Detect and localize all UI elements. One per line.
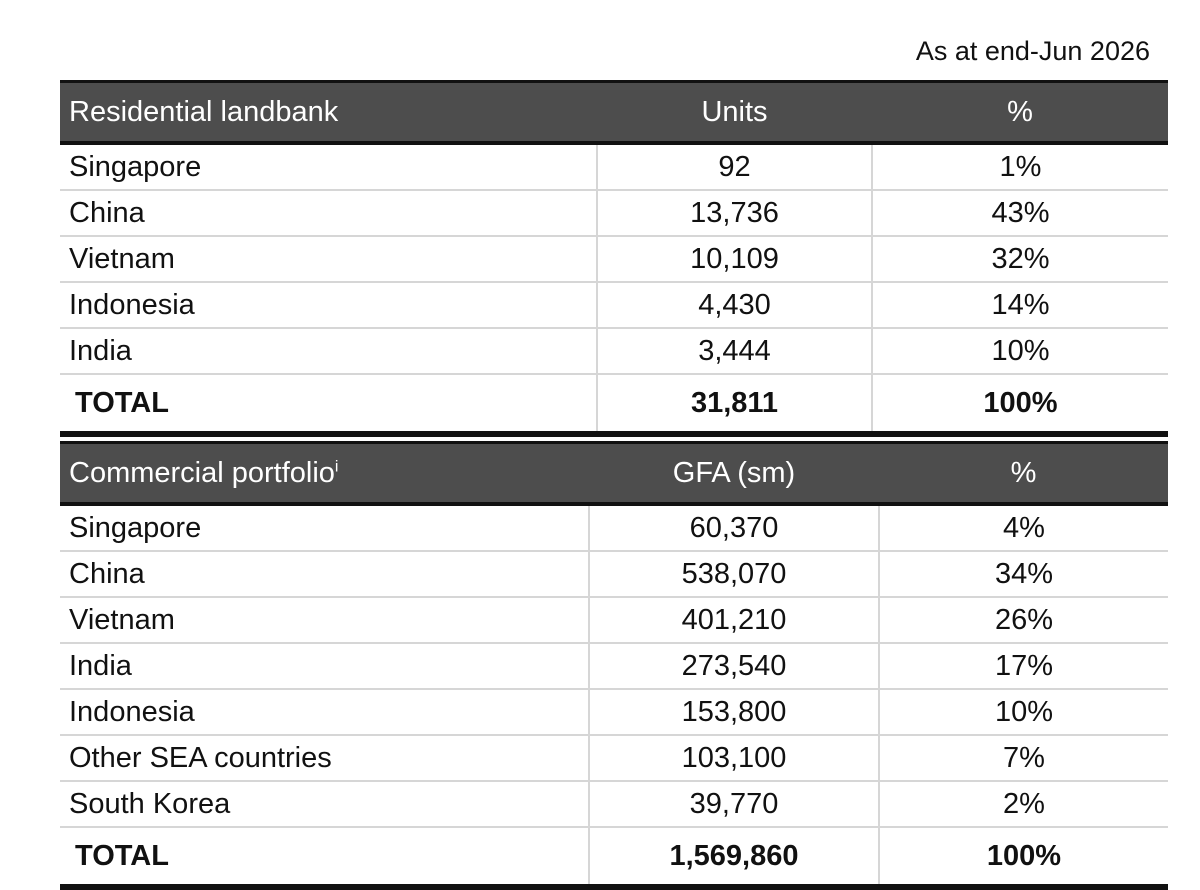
total-value: 31,811 <box>597 374 872 434</box>
row-value: 273,540 <box>589 643 879 689</box>
row-percent: 10% <box>872 328 1168 374</box>
header-category-label: Commercial portfolio <box>69 456 335 489</box>
row-label: China <box>60 190 597 236</box>
table-header-row <box>60 443 1168 505</box>
row-value: 4,430 <box>597 282 872 328</box>
table-row <box>60 735 1168 781</box>
total-row <box>60 827 1168 887</box>
table-row <box>60 328 1168 374</box>
table-row <box>60 190 1168 236</box>
row-label: India <box>60 643 589 689</box>
row-percent: 4% <box>879 504 1168 551</box>
row-percent: 26% <box>879 597 1168 643</box>
table-row <box>60 689 1168 735</box>
row-label: Indonesia <box>60 282 597 328</box>
header-category <box>60 443 589 505</box>
total-percent: 100% <box>879 827 1168 887</box>
table-row <box>60 504 1168 551</box>
total-label: TOTAL <box>60 374 597 434</box>
row-value: 13,736 <box>597 190 872 236</box>
row-label: India <box>60 328 597 374</box>
row-value: 153,800 <box>589 689 879 735</box>
row-value: 92 <box>597 143 872 190</box>
row-label: Singapore <box>60 504 589 551</box>
row-value: 39,770 <box>589 781 879 827</box>
total-row <box>60 374 1168 434</box>
row-value: 10,109 <box>597 236 872 282</box>
total-percent: 100% <box>872 374 1168 434</box>
row-value: 103,100 <box>589 735 879 781</box>
row-label: Indonesia <box>60 689 589 735</box>
commercial-portfolio-table <box>60 441 1168 890</box>
residential-landbank-table <box>60 80 1168 437</box>
table-row <box>60 781 1168 827</box>
row-label: China <box>60 551 589 597</box>
table-row <box>60 236 1168 282</box>
header-units: Units <box>597 82 872 144</box>
row-value: 3,444 <box>597 328 872 374</box>
total-label: TOTAL <box>60 827 589 887</box>
row-label: Singapore <box>60 143 597 190</box>
row-percent: 14% <box>872 282 1168 328</box>
row-percent: 2% <box>879 781 1168 827</box>
header-percent: % <box>879 443 1168 505</box>
row-percent: 34% <box>879 551 1168 597</box>
as-at-date: As at end-Jun 2026 <box>915 36 1150 66</box>
table-row <box>60 282 1168 328</box>
row-label: Vietnam <box>60 236 597 282</box>
row-label: South Korea <box>60 781 589 827</box>
row-percent: 43% <box>872 190 1168 236</box>
table-header-row <box>60 82 1168 144</box>
row-percent: 10% <box>879 689 1168 735</box>
table-row <box>60 643 1168 689</box>
header-percent: % <box>872 82 1168 144</box>
row-value: 401,210 <box>589 597 879 643</box>
table-row <box>60 143 1168 190</box>
table-row <box>60 597 1168 643</box>
row-label: Vietnam <box>60 597 589 643</box>
row-percent: 17% <box>879 643 1168 689</box>
header-category: Residential landbank <box>60 82 597 144</box>
total-value: 1,569,860 <box>589 827 879 887</box>
row-percent: 32% <box>872 236 1168 282</box>
row-percent: 7% <box>879 735 1168 781</box>
row-label: Other SEA countries <box>60 735 589 781</box>
footnote-marker: i <box>334 457 339 475</box>
row-value: 60,370 <box>589 504 879 551</box>
table-row <box>60 551 1168 597</box>
header-gfa: GFA (sm) <box>589 443 879 505</box>
row-value: 538,070 <box>589 551 879 597</box>
row-percent: 1% <box>872 143 1168 190</box>
